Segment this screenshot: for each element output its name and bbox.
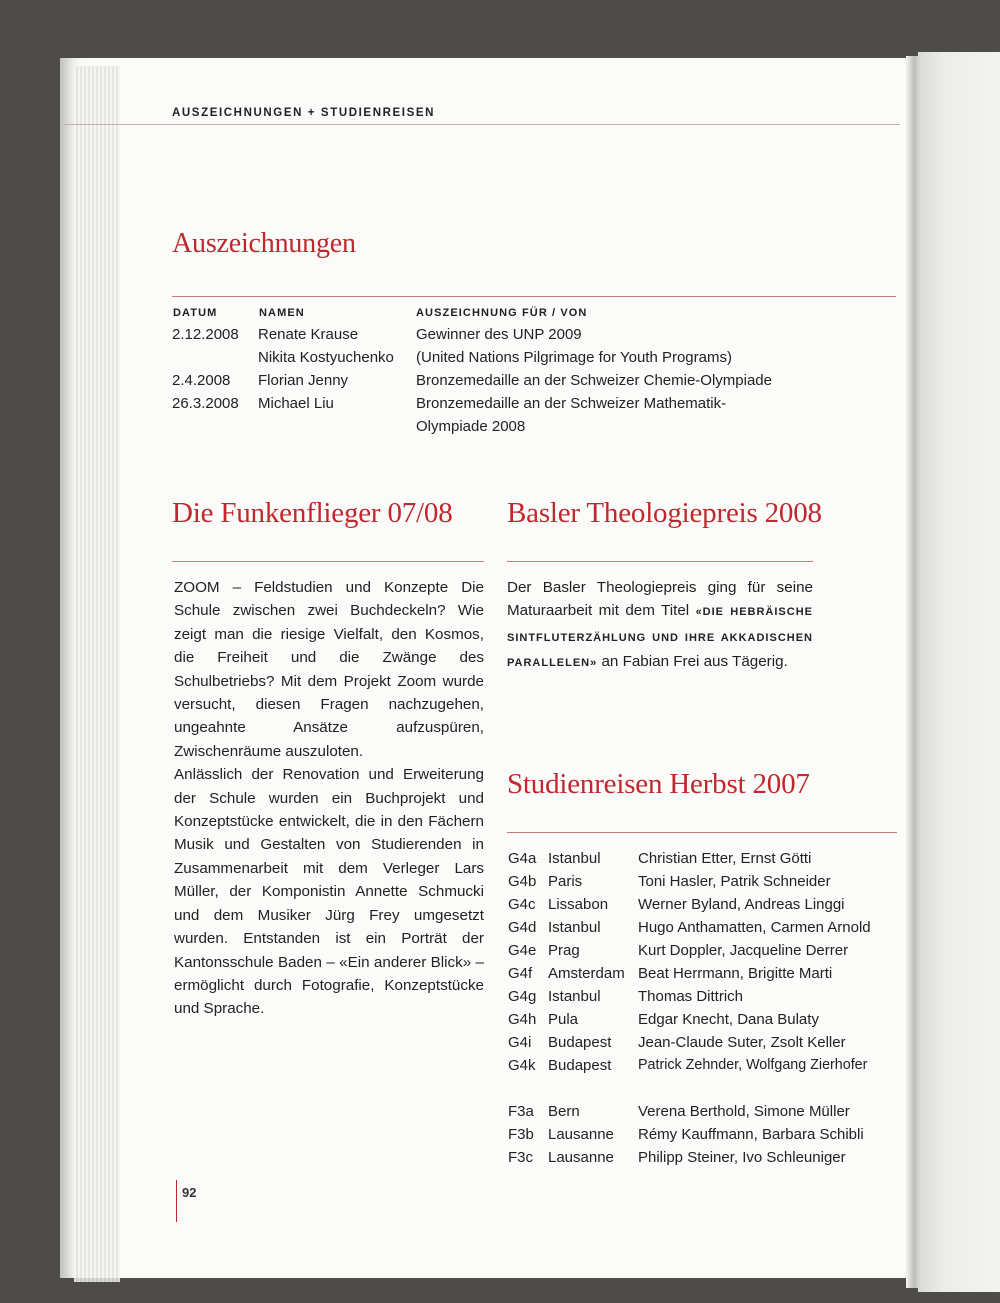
award-name: Florian Jenny: [258, 372, 349, 389]
trip-teachers: Jean-Claude Suter, Zsolt Keller: [638, 1034, 846, 1051]
awards-header-date: DATUM: [173, 307, 218, 319]
trip-teachers: Hugo Anthamatten, Carmen Arnold: [638, 919, 871, 936]
award-text: Olympiade 2008: [416, 418, 526, 435]
funkenflieger-title-rule: [172, 561, 484, 562]
awards-header-names: NAMEN: [259, 307, 305, 319]
studienreisen-title-rule: [507, 832, 897, 833]
award-name: Renate Krause: [258, 326, 359, 343]
trip-city: Bern: [548, 1103, 580, 1120]
award-text: Bronzemedaille an der Schweizer Mathematik-: [416, 395, 727, 412]
funkenflieger-paragraph-2: Anlässlich der Renovation und Erweiterung der Schule wurden ein Buchprojekt und Konzeptstücke entwickelt, die in den Fächern Musik und Gestalten von Studierenden in Zusammenarbeit mit dem Verleger Lars Müller, der Komponistin Annette Schmucki und dem Musiker Jürg Frey umgesetzt wurden. Entstanden ist ein Porträt der Kantonsschule Baden – «Ein anderer Blick» – ermöglicht durch Fotografie, Konzeptstücke und Sprache.: [174, 766, 484, 1018]
trip-class: G4h: [508, 1011, 537, 1028]
trip-city: Lissabon: [548, 896, 609, 913]
trip-teachers: Kurt Doppler, Jacqueline Derrer: [638, 942, 849, 959]
trip-teachers: Patrick Zehnder, Wolfgang Zierhofer: [638, 1057, 868, 1073]
theologiepreis-text-before: Der Basler Theologiepreis ging für seine Maturaarbeit mit dem Titel: [507, 579, 813, 620]
trip-teachers: Beat Herrmann, Brigitte Marti: [638, 965, 833, 982]
trip-city: Budapest: [548, 1034, 612, 1051]
trip-class: G4i: [508, 1034, 532, 1051]
trip-class: G4a: [508, 850, 537, 867]
trip-city: Prag: [548, 942, 580, 959]
funkenflieger-body: [174, 576, 484, 1021]
trip-city: Istanbul: [548, 919, 601, 936]
funkenflieger-paragraph-1: ZOOM – Feldstudien und Konzepte Die Schule zwischen zwei Buchdeckeln? Wie zeigt man die riesige Vielfalt, den Kosmos, die Freiheit und die Zwänge des Schulbetriebs? Mit dem Projekt Zoom wurde versucht, diesen Fragen nachzugehen, ungeahnte Ansätze aufzuspüren, Zwischenräume auszuloten.: [174, 579, 484, 760]
trip-class: G4f: [508, 965, 533, 982]
running-head: AUSZEICHNUNGEN + STUDIENREISEN: [172, 107, 436, 119]
trips-table: [508, 850, 900, 1180]
trip-class: G4g: [508, 988, 537, 1005]
trip-teachers: Werner Byland, Andreas Linggi: [638, 896, 845, 913]
award-date: 2.4.2008: [172, 372, 231, 389]
awards-title: Auszeichnungen: [172, 228, 356, 259]
trip-city: Paris: [548, 873, 583, 890]
trip-class: G4k: [508, 1057, 536, 1074]
running-head-rule: [64, 124, 900, 125]
trip-class: G4e: [508, 942, 537, 959]
theologiepreis-body: [507, 576, 813, 676]
trip-class: G4d: [508, 919, 537, 936]
trip-city: Istanbul: [548, 850, 601, 867]
theologiepreis-work-title: «DIE HEBRÄISCHE SINTFLUTERZÄHLUNG UND IHRE AKKADISCHEN PARALLELEN»: [507, 606, 813, 670]
theologiepreis-text-after: an Fabian Frei aus Tägerig.: [597, 653, 788, 671]
award-name: Nikita Kostyuchenko: [258, 349, 394, 366]
trip-class: F3c: [508, 1149, 534, 1166]
trip-city: Budapest: [548, 1057, 612, 1074]
award-name: Michael Liu: [258, 395, 334, 412]
theologiepreis-title: Basler Theologiepreis 2008: [507, 497, 822, 529]
page-number-bar: [176, 1180, 177, 1222]
trip-teachers: Philipp Steiner, Ivo Schleuniger: [638, 1149, 846, 1166]
trip-teachers: Toni Hasler, Patrik Schneider: [638, 873, 831, 890]
awards-title-rule: [172, 296, 896, 297]
funkenflieger-title: Die Funkenflieger 07/08: [172, 497, 453, 529]
facing-page-edge: [918, 52, 1000, 1292]
trip-city: Lausanne: [548, 1126, 614, 1143]
award-text: (United Nations Pilgrimage for Youth Programs): [416, 349, 732, 366]
trip-teachers: Rémy Kauffmann, Barbara Schibli: [638, 1126, 864, 1143]
studienreisen-title: Studienreisen Herbst 2007: [507, 768, 810, 800]
trip-city: Lausanne: [548, 1149, 614, 1166]
trip-teachers: Verena Berthold, Simone Müller: [638, 1103, 850, 1120]
page-stack-edge: [74, 66, 120, 1282]
award-date: 2.12.2008: [172, 326, 239, 343]
award-text: Bronzemedaille an der Schweizer Chemie-Olympiade: [416, 372, 772, 389]
trip-teachers: Edgar Knecht, Dana Bulaty: [638, 1011, 819, 1028]
theologiepreis-title-rule: [507, 561, 813, 562]
trip-city: Istanbul: [548, 988, 601, 1005]
trip-teachers: Christian Etter, Ernst Götti: [638, 850, 812, 867]
awards-table: [172, 323, 902, 443]
trip-class: G4b: [508, 873, 537, 890]
awards-header-award: AUSZEICHNUNG FÜR / VON: [416, 307, 588, 319]
trip-teachers: Thomas Dittrich: [638, 988, 744, 1005]
trip-class: G4c: [508, 896, 536, 913]
page-number: 92: [182, 1185, 197, 1200]
trip-class: F3b: [508, 1126, 534, 1143]
trip-city: Pula: [548, 1011, 579, 1028]
award-date: 26.3.2008: [172, 395, 239, 412]
trip-class: F3a: [508, 1103, 534, 1120]
book-gutter: [906, 56, 922, 1288]
trip-city: Amsterdam: [548, 965, 625, 982]
award-text: Gewinner des UNP 2009: [416, 326, 582, 343]
